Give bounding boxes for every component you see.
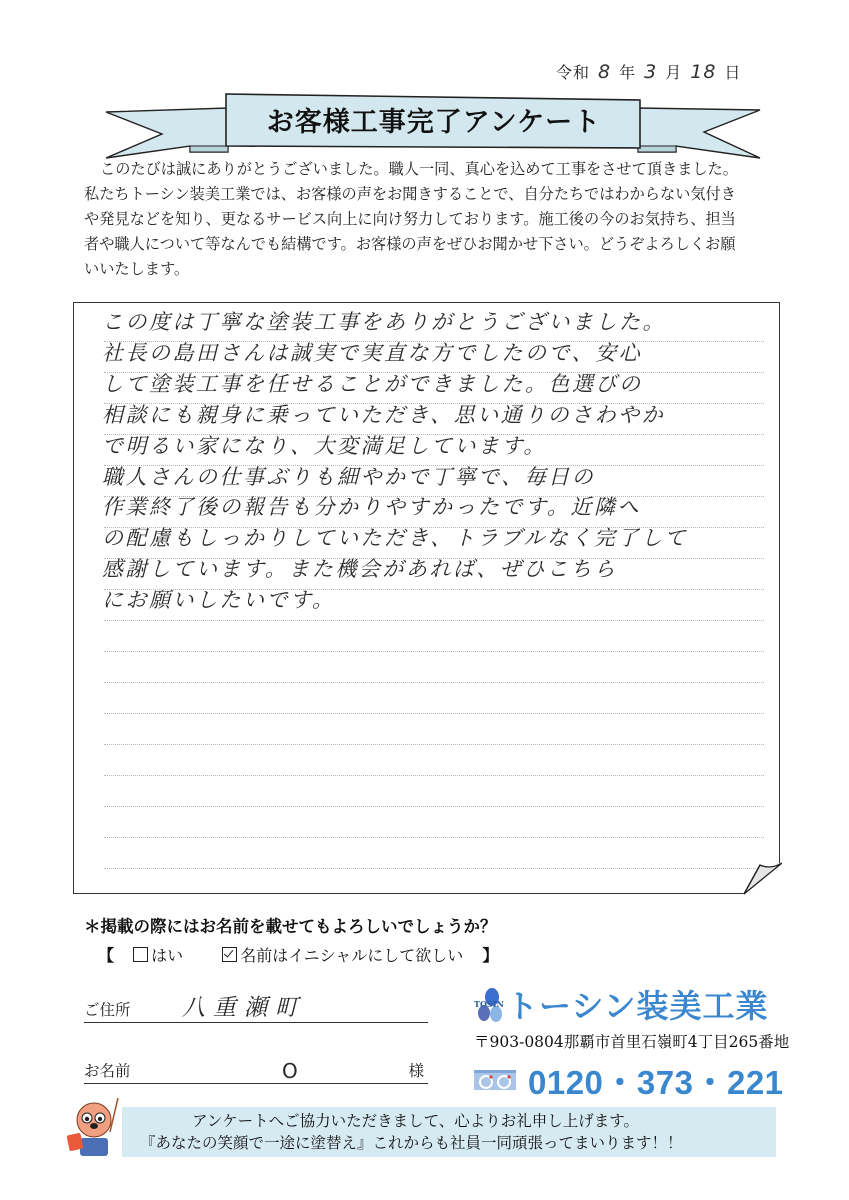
ruled-line bbox=[104, 620, 764, 621]
phone-number: 0120・373・221 bbox=[528, 1064, 784, 1101]
ruled-line bbox=[104, 744, 764, 745]
ruled-line bbox=[104, 713, 764, 714]
thank-you-line-2: 『あなたの笑顔で一途に塗替え』これからも社員一同頑張ってまいります！！ bbox=[140, 1134, 683, 1152]
comment-line: で明るい家になり、大変満足しています。 bbox=[102, 433, 547, 458]
comment-line: 社長の島田さんは誠実で実直な方でしたので、安心 bbox=[102, 340, 643, 365]
comment-line: 相談にも親身に乗っていただき、思い通りのさわやか bbox=[102, 402, 666, 427]
thank-you-line-1: アンケートへご協力いただきまして、心よりお礼申し上げます。 bbox=[192, 1112, 640, 1130]
bracket-close: 】 bbox=[482, 946, 499, 965]
bracket-open: 【 bbox=[98, 946, 115, 965]
intro-line: 者や職人について等なんでも結構です。お客様の声をぜひお聞かせ下さい。どうぞよろしくお願 bbox=[84, 235, 736, 253]
handwritten-comment bbox=[102, 307, 762, 616]
intro-line: や発見などを知り、更なるサービス向上に向け努力しております。施工後の今のお気持ち、担当 bbox=[84, 210, 736, 228]
ruled-line bbox=[104, 868, 764, 869]
name-label: お名前 bbox=[84, 1062, 131, 1080]
title-banner bbox=[98, 88, 768, 160]
ruled-line bbox=[104, 775, 764, 776]
option-yes[interactable] bbox=[133, 946, 183, 965]
company-name: トーシン装美工業 bbox=[506, 987, 769, 1025]
date-year-unit: 年 bbox=[619, 63, 637, 82]
comment-line: 作業終了後の報告も分かりやすかったです。近隣へ bbox=[102, 495, 641, 520]
comment-line: にお願いしたいです。 bbox=[102, 588, 336, 613]
option-initials[interactable] bbox=[222, 946, 463, 965]
company-phone[interactable] bbox=[474, 1057, 784, 1104]
checkbox-initials-checked[interactable] bbox=[222, 947, 237, 962]
page-title: お客様工事完了アンケート bbox=[266, 107, 602, 138]
date-day-value: 18 bbox=[690, 61, 717, 83]
survey-date bbox=[556, 60, 741, 83]
intro-line: このたびは誠にありがとうございました。職人一同、真心を込めて工事をさせて頂きました。 bbox=[100, 160, 738, 178]
option-initials-label: 名前はイニシャルにして欲しい bbox=[240, 946, 464, 965]
company-logo bbox=[470, 985, 800, 1025]
ruled-line bbox=[104, 651, 764, 652]
name-permission-question: ＊掲載の際にはお名前を載せてもよろしいでしょうか？ bbox=[84, 917, 497, 936]
intro-text bbox=[84, 157, 784, 282]
date-month-value: 3 bbox=[644, 61, 658, 83]
name-field[interactable] bbox=[84, 1051, 428, 1084]
comment-box[interactable] bbox=[73, 302, 780, 894]
comment-line: の配慮もしっかりしていただき、トラブルなく完了して bbox=[102, 526, 688, 551]
address-field[interactable] bbox=[84, 990, 428, 1023]
name-permission-options bbox=[98, 943, 498, 966]
mascot-shisa-icon bbox=[66, 1098, 122, 1158]
intro-line: 私たちトーシン装美工業では、お客様の声をお聞きすることで、自分たちではわからない気付き bbox=[84, 185, 736, 203]
ruled-line bbox=[104, 806, 764, 807]
name-honorific: 様 bbox=[408, 1062, 424, 1080]
date-month-unit: 月 bbox=[665, 63, 683, 82]
option-yes-label: はい bbox=[151, 946, 184, 965]
company-address: 〒903-0804那覇市首里石嶺町4丁目265番地 bbox=[474, 1033, 790, 1051]
comment-line: 職人さんの仕事ぶりも細やかで丁寧で、毎日の bbox=[102, 464, 596, 489]
ruled-line bbox=[104, 837, 764, 838]
comment-line: この度は丁寧な塗装工事をありがとうございました。 bbox=[102, 310, 666, 334]
ruled-line bbox=[104, 682, 764, 683]
address-label: ご住所 bbox=[84, 1001, 131, 1019]
date-era: 令和 bbox=[556, 63, 591, 82]
page-curl-icon bbox=[742, 861, 782, 895]
date-day-unit: 日 bbox=[724, 63, 742, 82]
logo-mark-text: TOSIN bbox=[474, 999, 504, 1009]
freedial-icon bbox=[474, 1068, 516, 1092]
comment-line: 感謝しています。また機会があれば、ぜひこちら bbox=[102, 557, 618, 582]
address-value: 八重瀬町 bbox=[182, 995, 306, 1021]
thank-you-band bbox=[122, 1107, 776, 1157]
date-year-value: 8 bbox=[598, 61, 612, 83]
comment-line: して塗装工事を任せることができました。色選びの bbox=[102, 371, 643, 396]
checkbox-yes[interactable] bbox=[133, 947, 148, 962]
name-value: O bbox=[282, 1059, 306, 1083]
intro-line: いいたします。 bbox=[84, 260, 190, 278]
